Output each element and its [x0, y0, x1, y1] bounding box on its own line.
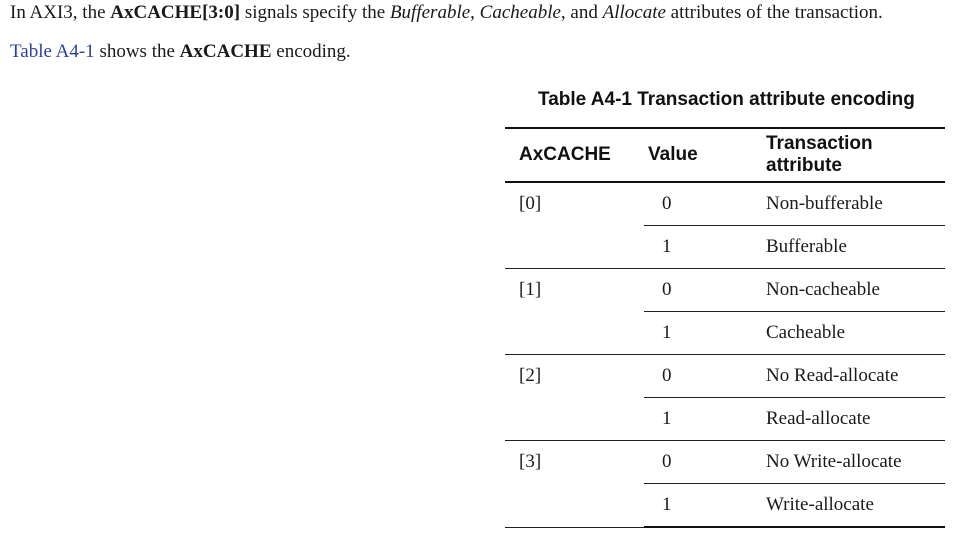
intro-text-1: In AXI3, the — [10, 2, 111, 23]
table-row — [505, 226, 945, 269]
cell-value: 0 — [644, 441, 742, 484]
cell-value: 1 — [644, 398, 742, 441]
table-reference-link[interactable]: Table A4-1 — [10, 41, 95, 62]
ref-text-2: encoding. — [271, 41, 351, 62]
cell-value: 1 — [644, 226, 742, 269]
cell-code: [2] — [519, 365, 542, 387]
cell-code: [1] — [519, 279, 542, 301]
header-value: Value — [644, 128, 742, 182]
cell-value: 1 — [644, 312, 742, 355]
reference-paragraph — [10, 41, 351, 63]
cell-attribute: Bufferable — [742, 226, 945, 269]
table-row — [505, 398, 945, 441]
table-row — [505, 441, 945, 484]
header-axcache: AxCACHE — [505, 128, 644, 182]
intro-text-2: signals specify the — [240, 2, 390, 23]
cell-attribute: Read-allocate — [742, 398, 945, 441]
header-attribute: Transaction attribute — [742, 128, 945, 182]
cell-code — [505, 226, 644, 269]
cell-value: 0 — [644, 182, 742, 226]
cell-value: 0 — [644, 269, 742, 312]
cell-value: 1 — [644, 484, 742, 528]
intro-paragraph — [10, 2, 883, 24]
signal-name: AxCACHE[3:0] — [110, 2, 241, 23]
cell-code — [505, 312, 644, 355]
cell-code — [505, 398, 644, 441]
cell-code: [3] — [519, 451, 542, 473]
table-row — [505, 312, 945, 355]
attr-cacheable: Cacheable — [479, 2, 561, 23]
attr-allocate: Allocate — [602, 2, 666, 23]
cell-attribute: No Write-allocate — [742, 441, 945, 484]
ref-text-1: shows the — [94, 41, 180, 62]
cell-attribute: Write-allocate — [742, 484, 945, 528]
table-row — [505, 484, 945, 528]
table-caption: Table A4-1 Transaction attribute encoding — [538, 89, 915, 110]
cell-attribute: No Read-allocate — [742, 355, 945, 398]
cell-code: [0] — [519, 193, 542, 215]
table-row — [505, 182, 945, 226]
cell-value: 0 — [644, 355, 742, 398]
signal-name-short: AxCACHE — [179, 41, 272, 62]
cell-attribute: Non-cacheable — [742, 269, 945, 312]
cell-attribute: Non-bufferable — [742, 182, 945, 226]
intro-text-4: , and — [560, 2, 603, 23]
cell-code — [505, 484, 644, 528]
cell-attribute: Cacheable — [742, 312, 945, 355]
attr-bufferable: Bufferable — [389, 2, 471, 23]
intro-text-3: , — [470, 2, 480, 23]
table-header-row — [505, 128, 945, 182]
intro-text-5: attributes of the transaction. — [665, 2, 883, 23]
encoding-table — [505, 127, 945, 528]
table-row — [505, 269, 945, 312]
table-row — [505, 355, 945, 398]
